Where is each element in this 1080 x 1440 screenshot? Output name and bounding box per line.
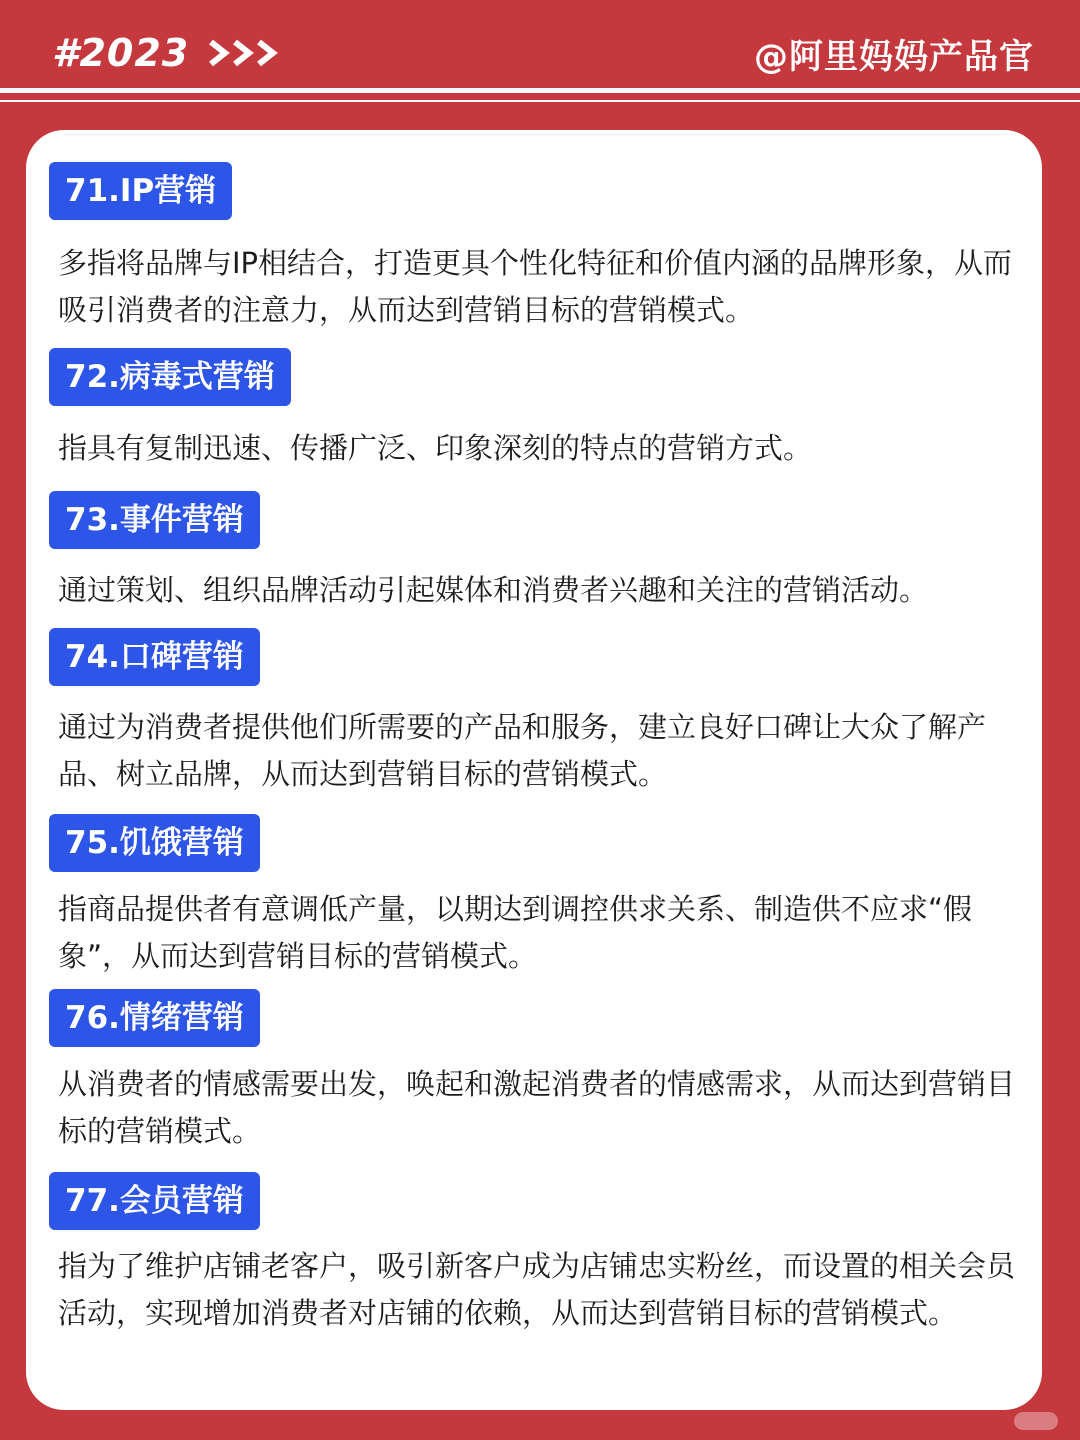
entry-description: 多指将品牌与IP相结合，打造更具个性化特征和价值内涵的品牌形象，从而吸引消费者的注意力，从而达到营销目标的营销模式。 xyxy=(58,246,1013,327)
entry-description: 指商品提供者有意调低产量，以期达到调控供求关系、制造供不应求“假象”，从而达到营销目标的营销模式。 xyxy=(58,892,973,973)
account-handle: @阿里妈妈产品官 xyxy=(754,36,1034,77)
content-card xyxy=(26,130,1042,1410)
header xyxy=(0,0,1080,90)
entry-description: 从消费者的情感需要出发，唤起和激起消费者的情感需求，从而达到营销目标的营销模式。 xyxy=(58,1067,1016,1148)
watermark-logo xyxy=(1014,1412,1058,1430)
header-divider-thin xyxy=(0,100,1080,102)
entry-description: 通过策划、组织品牌活动引起媒体和消费者兴趣和关注的营销活动。 xyxy=(58,573,929,607)
hashtag-text: #2023 xyxy=(52,31,190,75)
header-divider-thick xyxy=(0,88,1080,93)
entry-tag: 72.病毒式营销 xyxy=(49,348,291,406)
entry-description: 指具有复制迅速、传播广泛、印象深刻的特点的营销方式。 xyxy=(58,431,813,465)
entry-description: 指为了维护店铺老客户，吸引新客户成为店铺忠实粉丝，而设置的相关会员活动，实现增加消费者对店铺的依赖，从而达到营销目标的营销模式。 xyxy=(58,1249,1016,1330)
entry-description: 通过为消费者提供他们所需要的产品和服务，建立良好口碑让大众了解产品、树立品牌，从而达到营销目标的营销模式。 xyxy=(58,710,987,791)
entry-tag: 74.口碑营销 xyxy=(49,628,260,686)
entry-tag: 76.情绪营销 xyxy=(49,989,260,1047)
hashtag-title xyxy=(52,28,283,78)
triple-chevron-right-icon xyxy=(207,38,283,68)
entry-tag: 75.饥饿营销 xyxy=(49,814,260,872)
entry-tag: 77.会员营销 xyxy=(49,1172,260,1230)
entry-tag: 73.事件营销 xyxy=(49,491,260,549)
entry-tag: 71.IP营销 xyxy=(49,162,232,220)
